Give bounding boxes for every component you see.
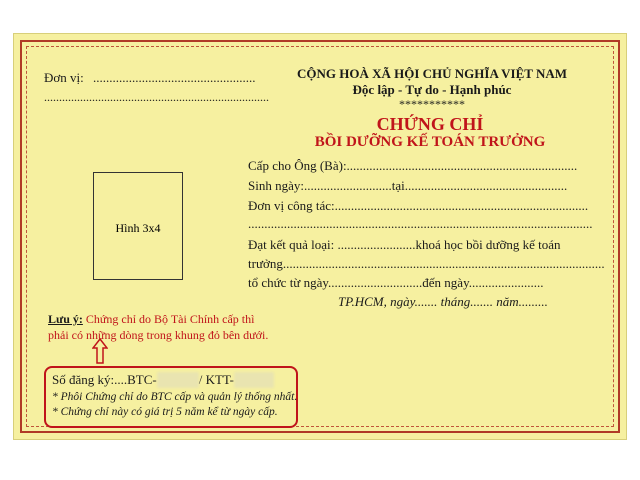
don-vi-dots: .................................................. (93, 70, 256, 85)
registration-number-line (52, 372, 274, 388)
so-dang-ky-label: Số đăng ký:....BTC- (52, 372, 157, 387)
field-place-date: TP.HCM, ngày....... tháng....... năm......... (338, 294, 548, 309)
nation-motto: Độc lập - Tự do - Hạnh phúc (352, 82, 512, 97)
field-ket-qua: Đạt kết quả loại: ........................khoá học bồi dưỡng kế toán (248, 237, 561, 252)
field-don-vi-cong-tac: Đơn vị công tác:.............................................................................. (248, 198, 589, 213)
nation-stars: *********** (399, 97, 465, 111)
don-vi-line (44, 70, 256, 86)
don-vi-second-line: ........................................................................... (44, 90, 269, 104)
certificate-title: CHỨNG CHỈ (376, 114, 484, 134)
registration-note-2: * Chứng chỉ này có giá trị 5 năm kể từ ngày cấp. (52, 406, 278, 418)
certificate-subtitle: BỒI DƯỠNG KẾ TOÁN TRƯỞNG (314, 134, 546, 150)
don-vi-label: Đơn vị: (44, 70, 84, 85)
field-sinh-ngay: Sinh ngày:...........................tại.................................................. (248, 178, 568, 193)
field-blank-line: .......................................................................................................... (248, 216, 593, 231)
field-cap-cho: Cấp cho Ông (Bà):....................................................................... (248, 158, 578, 173)
arrow-up-icon (92, 338, 108, 364)
photo-label: Hình 3x4 (115, 221, 161, 235)
field-to-chuc: tổ chức từ ngày.............................đến ngày....................... (248, 275, 544, 290)
photo-placeholder (93, 172, 183, 280)
nation-title: CỘNG HOÀ XÃ HỘI CHỦ NGHĨA VIỆT NAM (296, 66, 568, 81)
redacted-ktt-number (234, 372, 274, 388)
field-truong: trưởng................................................................................................... (248, 256, 605, 271)
note-text-1: Chứng chỉ do Bộ Tài Chính cấp thì (82, 312, 255, 326)
note-line-2: phải có những dòng trong khung đỏ bên dưới. (48, 328, 269, 342)
note-label: Lưu ý: (48, 312, 83, 326)
note-line-1 (48, 312, 254, 327)
registration-note-1: * Phôi Chứng chỉ do BTC cấp và quản lý thống nhất. (52, 391, 298, 403)
ktt-label: / KTT- (198, 372, 235, 387)
redacted-btc-number (157, 372, 199, 388)
